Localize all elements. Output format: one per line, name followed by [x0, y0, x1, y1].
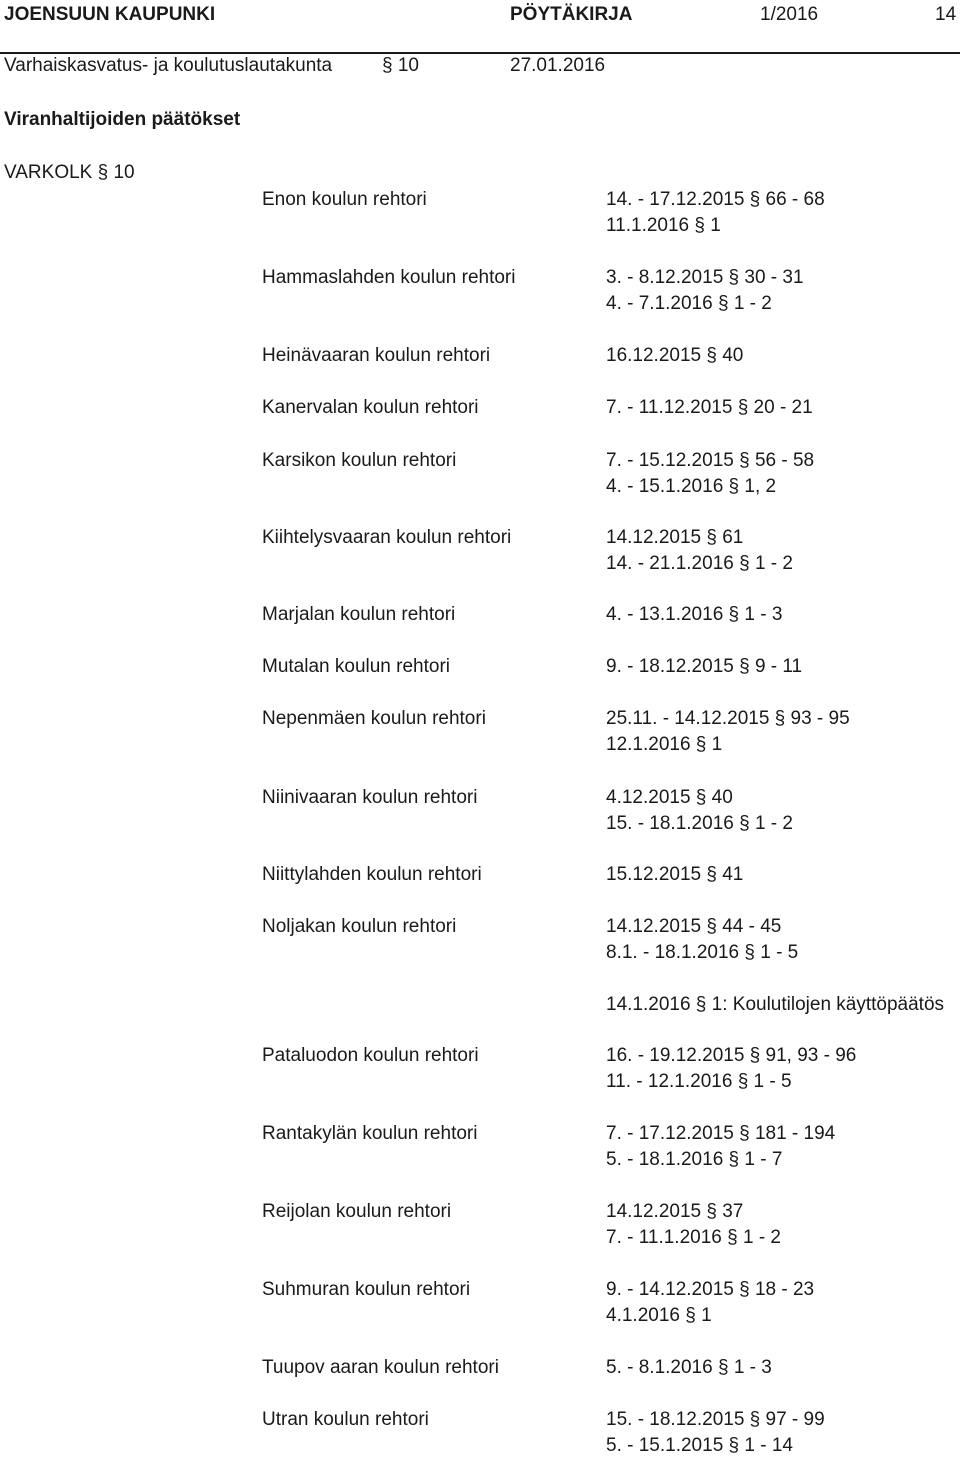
decision-reference: 8.1. - 18.1.2016 § 1 - 5 — [606, 942, 799, 963]
principal-title: Hammaslahden koulun rehtori — [262, 267, 516, 288]
decision-reference: 11. - 12.1.2016 § 1 - 5 — [606, 1071, 792, 1092]
section-reference: § 10 — [382, 55, 419, 76]
document-header — [0, 0, 960, 82]
decision-reference: 4.1.2016 § 1 — [606, 1305, 712, 1326]
principal-title: Kanervalan koulun rehtori — [262, 397, 479, 418]
document-number: 1/2016 — [760, 4, 819, 25]
decision-reference: 14.1.2016 § 1: Koulutilojen käyttöpäätös — [606, 994, 945, 1015]
committee-name: Varhaiskasvatus- ja koulutuslautakunta — [4, 55, 333, 76]
group-label: VARKOLK § 10 — [4, 162, 135, 183]
principal-title: Reijolan koulun rehtori — [262, 1201, 452, 1222]
decision-reference: 16. - 19.12.2015 § 91, 93 - 96 — [606, 1045, 857, 1066]
principal-title: Tuupov aaran koulun rehtori — [262, 1357, 499, 1378]
section-title: Viranhaltijoiden päätökset — [4, 109, 241, 130]
principal-title: Marjalan koulun rehtori — [262, 604, 456, 625]
principal-title: Noljakan koulun rehtori — [262, 916, 457, 937]
principal-title: Rantakylän koulun rehtori — [262, 1123, 478, 1144]
principal-title: Utran koulun rehtori — [262, 1409, 429, 1430]
principal-title: Kiihtelysvaaran koulun rehtori — [262, 527, 512, 548]
decision-reference: 14.12.2015 § 61 — [606, 527, 744, 548]
page-number: 14 — [935, 4, 957, 25]
decision-reference: 5. - 8.1.2016 § 1 - 3 — [606, 1357, 772, 1378]
city-name: JOENSUUN KAUPUNKI — [4, 4, 216, 25]
decision-reference: 7. - 11.12.2015 § 20 - 21 — [606, 397, 813, 418]
meeting-date: 27.01.2016 — [510, 55, 606, 76]
principal-title: Niinivaaran koulun rehtori — [262, 787, 478, 808]
header-divider — [0, 52, 960, 54]
decision-reference: 7. - 11.1.2016 § 1 - 2 — [606, 1227, 781, 1248]
principal-title: Nepenmäen koulun rehtori — [262, 708, 486, 729]
decision-reference: 7. - 15.12.2015 § 56 - 58 — [606, 450, 815, 471]
decision-reference: 5. - 18.1.2016 § 1 - 7 — [606, 1149, 783, 1170]
decision-reference: 5. - 15.1.2015 § 1 - 14 — [606, 1435, 793, 1456]
principal-title: Enon koulun rehtori — [262, 189, 427, 210]
decision-reference: 25.11. - 14.12.2015 § 93 - 95 — [606, 708, 850, 729]
decision-reference: 4. - 15.1.2016 § 1, 2 — [606, 476, 777, 497]
decision-reference: 3. - 8.12.2015 § 30 - 31 — [606, 267, 804, 288]
decision-reference: 14.12.2015 § 44 - 45 — [606, 916, 782, 937]
document-type: PÖYTÄKIRJA — [510, 4, 633, 25]
decision-reference: 16.12.2015 § 40 — [606, 345, 744, 366]
decision-reference: 4. - 7.1.2016 § 1 - 2 — [606, 293, 772, 314]
decision-reference: 14. - 21.1.2016 § 1 - 2 — [606, 553, 793, 574]
decision-reference: 12.1.2016 § 1 — [606, 734, 723, 755]
decision-reference: 14. - 17.12.2015 § 66 - 68 — [606, 189, 825, 210]
decision-reference: 9. - 14.12.2015 § 18 - 23 — [606, 1279, 815, 1300]
decision-reference: 15. - 18.12.2015 § 97 - 99 — [606, 1409, 825, 1430]
decision-reference: 4. - 13.1.2016 § 1 - 3 — [606, 604, 783, 625]
principal-title: Niittylahden koulun rehtori — [262, 864, 482, 885]
decision-reference: 15. - 18.1.2016 § 1 - 2 — [606, 813, 793, 834]
decision-reference: 9. - 18.12.2015 § 9 - 11 — [606, 656, 803, 677]
principal-title: Suhmuran koulun rehtori — [262, 1279, 471, 1300]
principal-title: Pataluodon koulun rehtori — [262, 1045, 479, 1066]
principal-title: Karsikon koulun rehtori — [262, 450, 457, 471]
decision-reference: 14.12.2015 § 37 — [606, 1201, 744, 1222]
decision-reference: 7. - 17.12.2015 § 181 - 194 — [606, 1123, 836, 1144]
principal-title: Mutalan koulun rehtori — [262, 656, 450, 677]
decision-reference: 4.12.2015 § 40 — [606, 787, 733, 808]
decision-reference: 15.12.2015 § 41 — [606, 864, 744, 885]
principal-title: Heinävaaran koulun rehtori — [262, 345, 491, 366]
decision-reference: 11.1.2016 § 1 — [606, 215, 721, 236]
